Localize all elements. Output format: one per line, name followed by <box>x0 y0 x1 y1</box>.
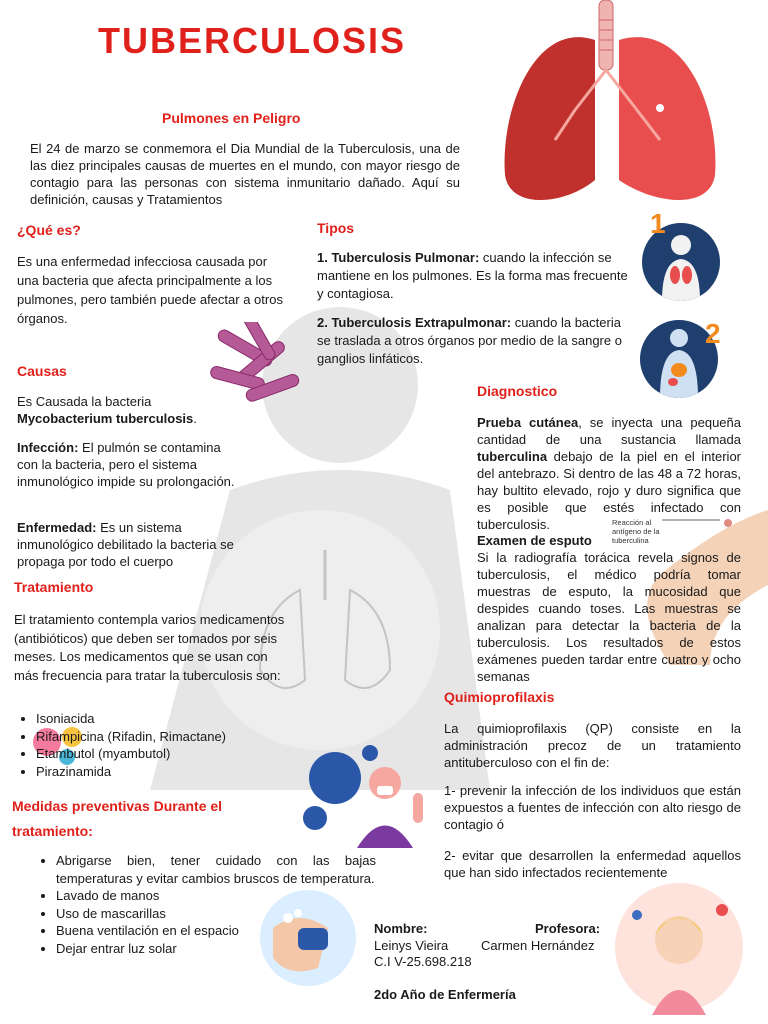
tratamiento-text: El tratamiento contempla varios medicamentos (antibióticos) que deben ser tomados por seis meses. Los medicamentos que se usan con más frecuencia para tratar la tuberculosis son: <box>14 612 285 683</box>
tipos-item-2-label: 2. Tuberculosis Extrapulmonar: <box>317 315 512 330</box>
que-es-heading: ¿Qué es? <box>17 222 81 238</box>
causas-intro <box>17 393 247 427</box>
student-id: C.I V-25.698.218 <box>374 954 472 969</box>
quimio-item-2: 2- evitar que desarrollen la enfermedad aquellos que han sido infectados recientemente <box>444 848 741 880</box>
med-item-1: • Isoniacida <box>36 710 316 728</box>
causas-intro-end: . <box>193 411 197 426</box>
medida-item-1: • Abrigarse bien, tener cuidado con las bajas temperaturas y evitar cambios bruscos de temperatura. <box>56 852 376 887</box>
quimio-item-1: 1- prevenir la infección de los individuos que están expuestos a fuentes de infección con alto riesgo de contagio ó <box>444 783 741 832</box>
prueba-text-1: , se inyecta una pequeña cantidad de una sustancia llamada <box>477 415 741 447</box>
que-es-text: Es una enfermedad infecciosa causada por una bacteria que afecta principalmente a los pulmones, pero también puede afectar a otros órganos. <box>17 254 283 326</box>
infeccion-label: Infección: <box>17 440 79 455</box>
medidas-heading: Medidas preventivas Durante el tratamiento: <box>12 798 223 839</box>
medida-item-5: • Dejar entrar luz solar <box>56 940 376 958</box>
profesora-label-text: Profesora: <box>535 921 601 936</box>
causas-heading: Causas <box>17 363 67 379</box>
page-title: TUBERCULOSIS <box>98 20 407 61</box>
infeccion-text: El pulmón se contamina con la bacteria, pero el sistema inmunológico impide su prolongación. <box>17 440 235 489</box>
intro-text: El 24 de marzo se conmemora el Dia Mundial de la Tuberculosis, una de las diez principales causas de muertes en el mundo, con mayor riesgo de contagio para las personas con sistema inmunitario dañado. Aquí su definición, causas y Tratamientos <box>30 141 460 207</box>
medida-item-4: • Buena ventilación en el espacio <box>56 922 376 940</box>
medida-item-3: • Uso de mascarillas <box>56 905 376 923</box>
student-name: Leinys Vieira <box>374 938 449 953</box>
nombre-label <box>374 920 427 937</box>
prueba-text-2: debajo de la piel en el interior del antebrazo. Si dentro de las 48 a 72 horas, hay bultito elevado, rojo y duro significa que es posible que estés infectado con tuberculosis. <box>477 449 741 532</box>
badge-2: 2 <box>705 318 721 349</box>
causas-bacteria: Mycobacterium tuberculosis <box>17 411 194 426</box>
lungs-illustration <box>495 0 725 215</box>
badge-1: 1 <box>650 208 666 239</box>
prueba-label: Prueba cutánea <box>477 415 579 430</box>
handwashing-illustration <box>258 888 358 998</box>
medida-item-2: • Lavado de manos <box>56 887 376 905</box>
tipos-item-2-text: cuando la bacteria se traslada a otros órganos por medio de la sangre o ganglios linfáticos. <box>317 315 622 366</box>
tipos-item-2 <box>317 314 635 368</box>
causas-infeccion <box>17 439 237 490</box>
course <box>374 986 516 1003</box>
diagnostico-heading: Diagnostico <box>477 383 558 399</box>
tipos-heading: Tipos <box>317 220 355 236</box>
causas-enfermedad <box>17 519 242 570</box>
quimio-heading: Quimioprofilaxis <box>444 689 555 705</box>
esputo-text: Si la radiografía torácica revela signos de tuberculosis, el médico podría tomar muestras de esputo, la mucosidad que despides cuando toses. Las muestras se analizan para detectar la bacteria de la tuberculosis. Los resultados de estos exámenes pueden tardar entre cuatro y ocho semanas <box>477 550 741 684</box>
virus-person-illustration <box>295 738 435 848</box>
profesora-label <box>535 920 600 937</box>
tratamiento-heading: Tratamiento <box>14 579 94 595</box>
tipos-item-1-text: cuando la infección se mantiene en los pulmones. Es la forma mas frecuente y contagiosa. <box>317 250 628 301</box>
reaction-caption: Reacción al antígeno de la tuberculina <box>612 518 660 545</box>
tuberculina-word: tuberculina <box>477 449 548 464</box>
sick-child-illustration <box>612 880 747 1015</box>
med-item-3: • Etambutol (myambutol) <box>36 745 316 763</box>
intro-heading: Pulmones en Peligro <box>162 110 301 126</box>
teacher-name: Carmen Hernández <box>481 938 595 953</box>
tipos-item-1 <box>317 249 635 303</box>
causas-intro-text: Es Causada la bacteria <box>17 394 152 409</box>
tipos-item-1-label: 1. Tuberculosis Pulmonar: <box>317 250 480 265</box>
med-item-2: • Rifampicina (Rifadin, Rimactane) <box>36 728 316 746</box>
esputo-label <box>477 532 592 549</box>
quimio-text: La quimioprofilaxis (QP) consiste en la administración precoz de un tratamiento antituberculoso con el fin de: <box>444 721 741 770</box>
enfermedad-label: Enfermedad: <box>17 520 97 535</box>
esputo-label-text: Examen de esputo <box>477 533 592 548</box>
nombre-label-text: Nombre: <box>374 921 428 936</box>
med-item-4: • Pirazinamida <box>36 763 316 781</box>
enfermedad-text: Es un sistema inmunológico debilitado la bacteria se propaga por todo el cuerpo <box>17 520 234 569</box>
meds-list <box>14 710 316 780</box>
course-text: 2do Año de Enfermería <box>374 987 516 1002</box>
